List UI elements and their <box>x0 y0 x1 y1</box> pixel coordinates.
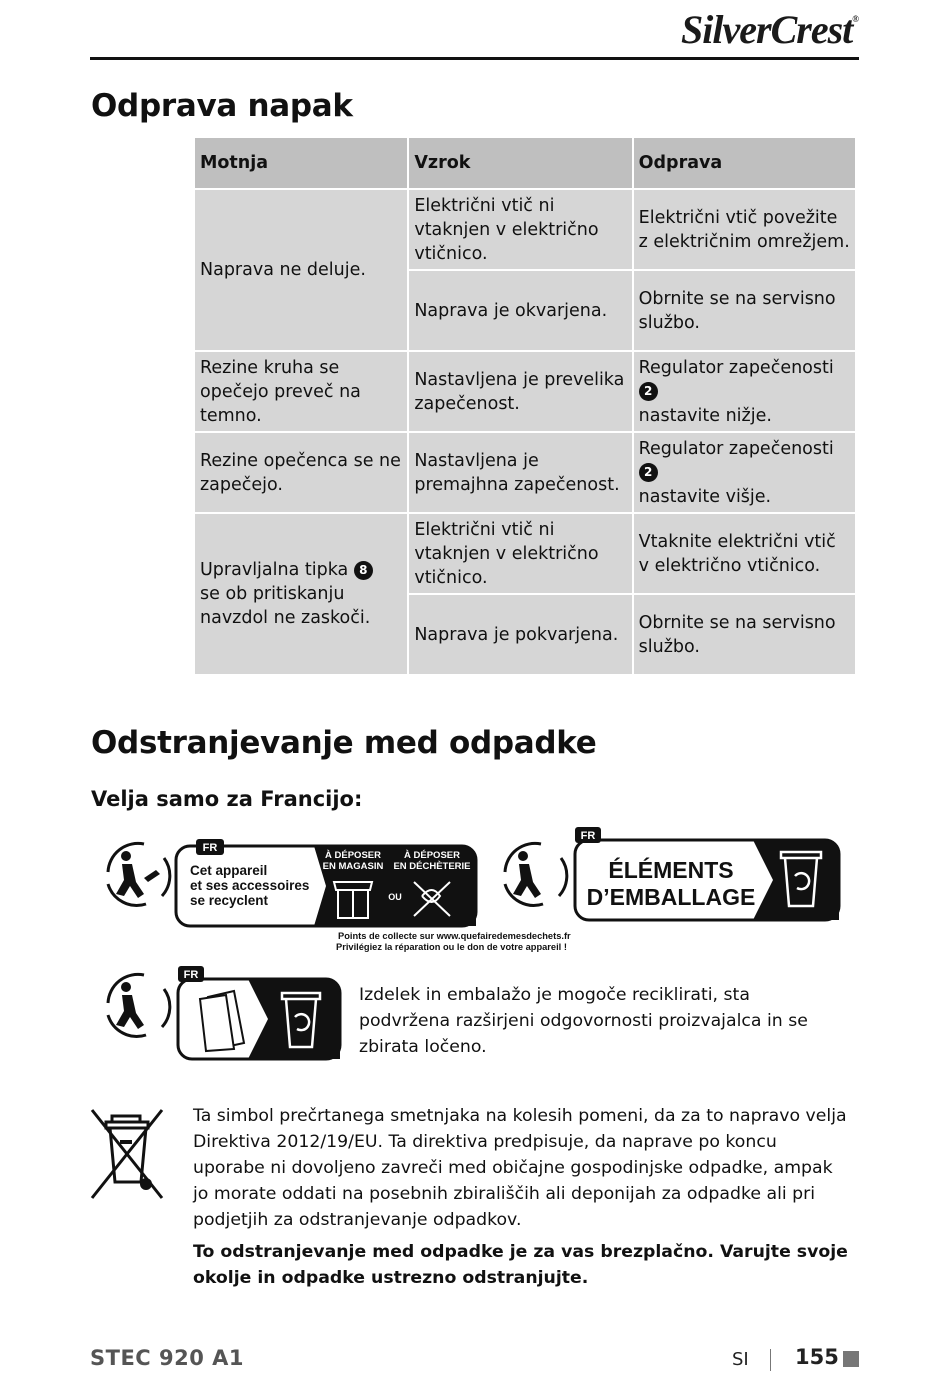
problem-cell: Rezine opečenca se ne zapečejo. <box>195 433 407 512</box>
cause-cell: Električni vtič ni vtaknjen v električno vtičnico. <box>409 190 631 269</box>
svg-text:OU: OU <box>388 892 402 902</box>
brand-logo: SilverCrest® <box>681 7 858 52</box>
section-subtitle-france: Velja samo za Francijo: <box>91 787 363 811</box>
table-header: Odprava <box>634 138 855 188</box>
page-number: 155 <box>795 1345 839 1369</box>
triman-appliance-logo <box>100 838 571 956</box>
svg-text:FR: FR <box>202 842 218 854</box>
part-number-badge: 2 <box>639 382 658 401</box>
svg-text:EN MAGASIN: EN MAGASIN <box>322 861 384 872</box>
cause-cell: Nastavljena je premajhna zapečenost. <box>409 433 631 512</box>
svg-text:Points de collecte sur www.que: Points de collecte sur www.quefairedemesdechets.fr <box>338 931 571 941</box>
svg-text:FR: FR <box>183 969 199 981</box>
cause-cell: Nastavljena je prevelika zapečenost. <box>409 352 631 431</box>
svg-text:ÉLÉMENTS: ÉLÉMENTS <box>608 857 734 883</box>
svg-text:À DÉPOSER: À DÉPOSER <box>325 850 381 861</box>
fix-cell: Vtaknite električni vtič v električno vtičnico. <box>634 514 855 593</box>
triman-packaging-logo <box>497 826 847 924</box>
svg-text:FR: FR <box>580 830 596 842</box>
crossed-bin-icon <box>90 1108 166 1200</box>
problem-cell: Upravljalna tipka 8 se ob pritiskanju navzdol ne zaskoči. <box>195 514 407 674</box>
fix-cell: Obrnite se na servisno službo. <box>634 271 855 350</box>
table-row <box>195 352 855 431</box>
footer-square-icon <box>843 1351 859 1367</box>
svg-text:Cet appareil: Cet appareil <box>190 863 268 878</box>
recycle-paragraph: Izdelek in embalažo je mogoče reciklirati, sta podvržena razširjeni odgovornosti proizvajalca in se zbirata ločeno. <box>359 985 808 1057</box>
svg-text:se recyclent: se recyclent <box>190 893 269 908</box>
svg-text:À DÉPOSER: À DÉPOSER <box>404 850 460 861</box>
fix-cell: Električni vtič povežite z električnim omrežjem. <box>634 190 855 269</box>
svg-text:EN DÉCHÈTERIE: EN DÉCHÈTERIE <box>393 861 471 872</box>
problem-cell: Naprava ne deluje. <box>195 190 407 350</box>
cause-cell: Električni vtič ni vtaknjen v električno vtičnico. <box>409 514 631 593</box>
troubleshooting-table <box>193 136 857 676</box>
table-row <box>195 514 855 593</box>
fix-cell: Obrnite se na servisno službo. <box>634 595 855 674</box>
weee-bold-paragraph: To odstranjevanje med odpadke je za vas brezplačno. Varujte svoje okolje in odpadke ustrezno odstranjujte. <box>193 1242 848 1288</box>
problem-cell: Rezine kruha se opečejo preveč na temno. <box>195 352 407 431</box>
table-header: Vzrok <box>409 138 631 188</box>
triman-paper-logo <box>100 965 345 1063</box>
table-header: Motnja <box>195 138 407 188</box>
footer-model: STEC 920 A1 <box>90 1346 245 1370</box>
footer-separator <box>770 1349 771 1371</box>
cause-cell: Naprava je okvarjena. <box>409 271 631 350</box>
table-row <box>195 433 855 512</box>
footer-language: SI <box>732 1349 749 1370</box>
table-header-row <box>195 138 855 188</box>
svg-text:D’EMBALLAGE: D’EMBALLAGE <box>586 884 756 910</box>
section-title-troubleshooting: Odprava napak <box>91 88 353 124</box>
fix-cell: Regulator zapečenosti 2 nastavite nižje. <box>634 352 855 431</box>
table-row <box>195 190 855 269</box>
weee-paragraph: Ta simbol prečrtanega smetnjaka na kolesih pomeni, da za to napravo velja Direktiva 2012/19/EU. Ta direktiva predpisuje, da naprave po koncu uporabe ni dovoljeno zavreči med običajne gospodinjske odpadke, ampak jo morate oddati na posebnih zbirališčih ali deponijah za odpadke ali pri podjetjih za odstranjevanje odpadkov. <box>193 1106 847 1230</box>
fix-cell: Regulator zapečenosti 2 nastavite višje. <box>634 433 855 512</box>
svg-text:et ses accessoires: et ses accessoires <box>190 878 310 893</box>
svg-text:Privilégiez la réparation ou l: Privilégiez la réparation ou le don de votre appareil ! <box>336 942 567 952</box>
header-rule <box>90 57 859 60</box>
part-number-badge: 2 <box>639 463 658 482</box>
part-number-badge: 8 <box>354 561 373 580</box>
cause-cell: Naprava je pokvarjena. <box>409 595 631 674</box>
section-title-disposal: Odstranjevanje med odpadke <box>91 725 597 761</box>
